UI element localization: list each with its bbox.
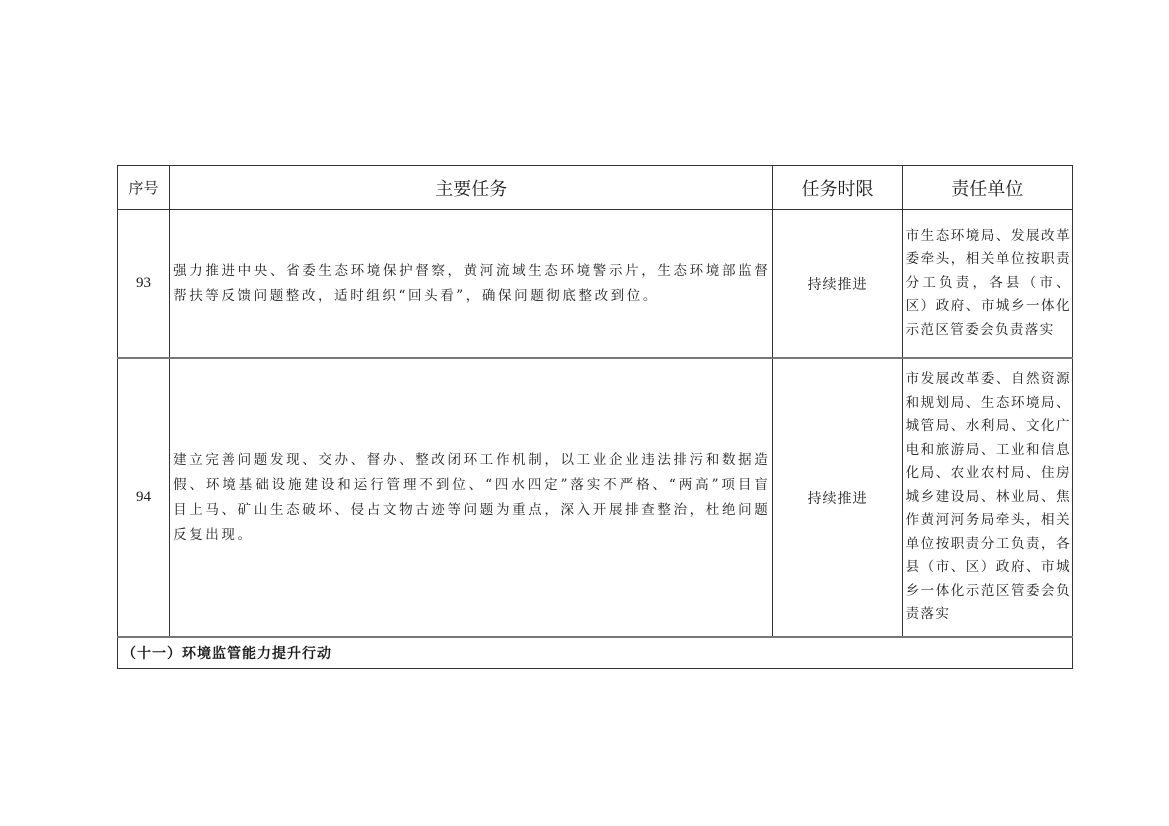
row-task: 强力推进中央、省委生态环境保护督察，黄河流域生态环境警示片，生态环境部监督帮扶等反馈问题整改，适时组织“回头看”，确保问题彻底整改到位。 — [170, 210, 773, 359]
header-deadline: 任务时限 — [773, 166, 902, 210]
table-row — [118, 358, 1073, 637]
row-number: 93 — [118, 210, 170, 359]
row-task: 建立完善问题发现、交办、督办、整改闭环工作机制，以工业企业违法排污和数据造假、环境基础设施建设和运行管理不到位、“四水四定”落实不严格、“两高”项目盲目上马、矿山生态破坏、侵占文物古迹等问题为重点，深入开展排查整治，杜绝问题反复出现。 — [170, 358, 773, 637]
table-row — [118, 210, 1073, 359]
row-deadline: 持续推进 — [773, 210, 902, 359]
header-unit: 责任单位 — [902, 166, 1072, 210]
row-unit: 市生态环境局、发展改革委牵头，相关单位按职责分工负责，各县（市、区）政府、市城乡一体化示范区管委会负责落实 — [902, 210, 1072, 359]
header-task: 主要任务 — [170, 166, 773, 210]
header-no: 序号 — [118, 166, 170, 210]
row-number: 94 — [118, 358, 170, 637]
header-row — [118, 166, 1073, 210]
row-unit: 市发展改革委、自然资源和规划局、生态环境局、城管局、水利局、文化广电和旅游局、工业和信息化局、农业农村局、住房城乡建设局、林业局、焦作黄河河务局牵头，相关单位按职责分工负责，各县（市、区）政府、市城乡一体化示范区管委会负责落实 — [902, 358, 1072, 637]
section-title: （十一）环境监管能力提升行动 — [118, 637, 1073, 669]
section-row — [118, 637, 1073, 669]
task-table — [117, 165, 1073, 669]
row-deadline: 持续推进 — [773, 358, 902, 637]
